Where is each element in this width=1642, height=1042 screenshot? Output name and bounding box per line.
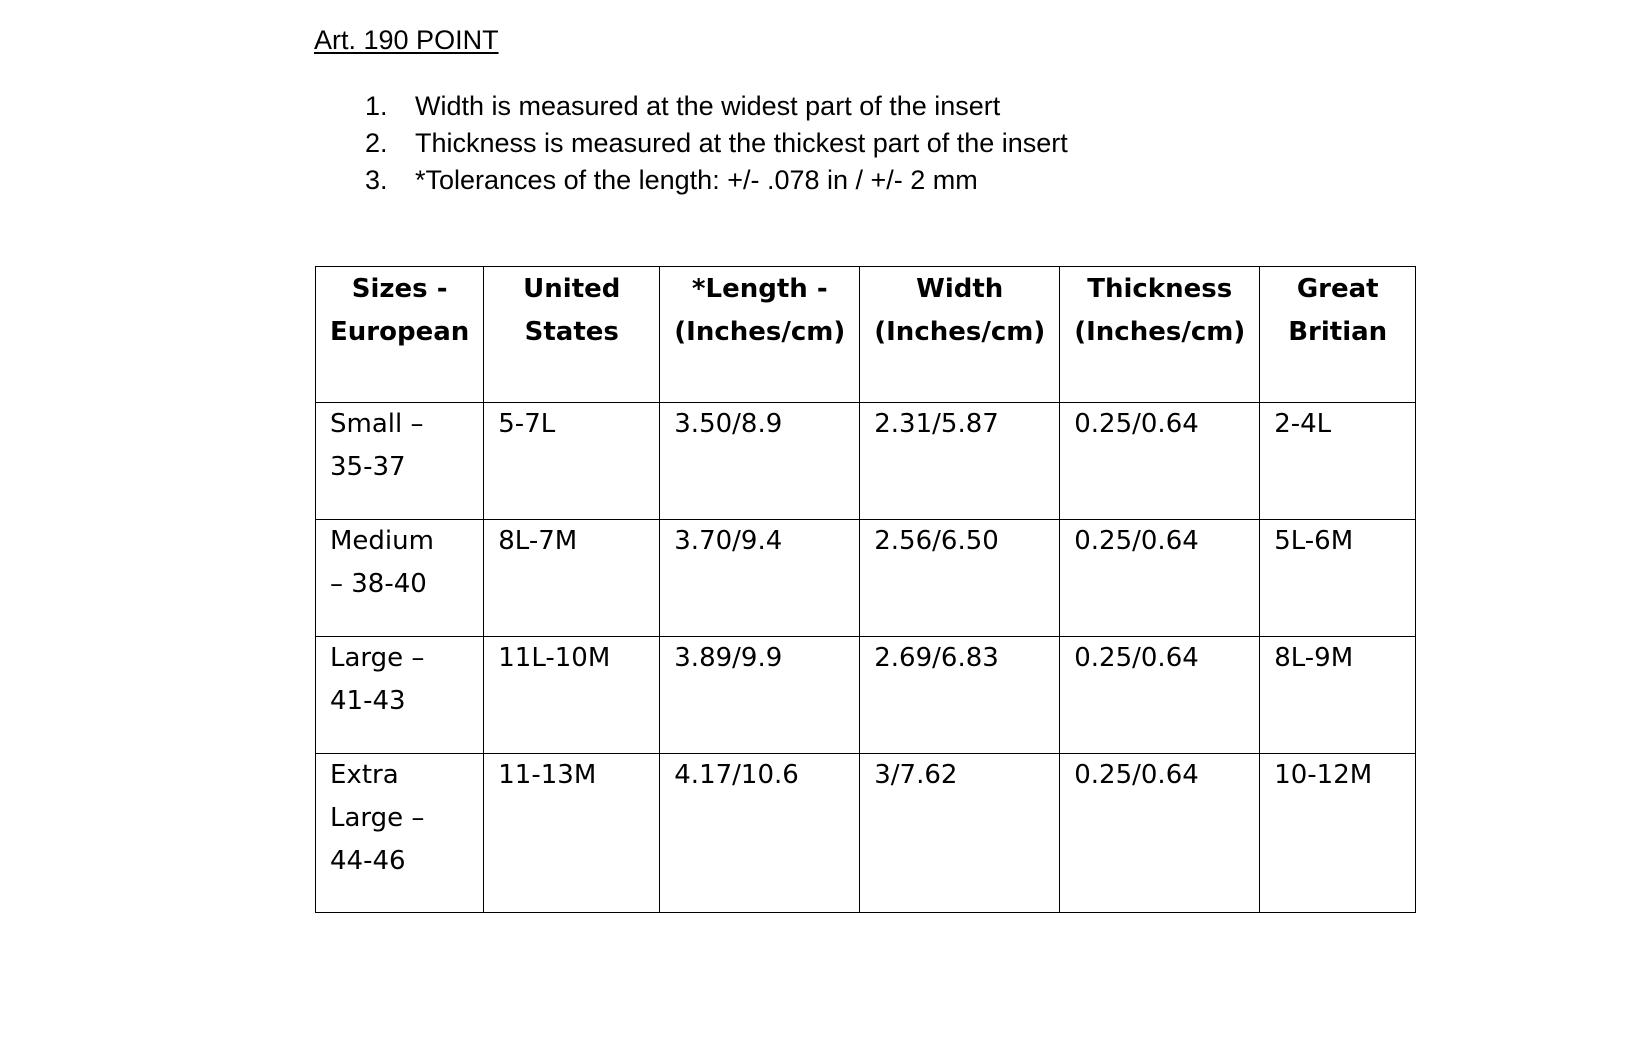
table-row [316,403,1416,520]
size-table [315,266,1416,913]
header-line: European [330,317,470,347]
header-line: States [524,317,619,347]
size-line: – 38-40 [330,569,427,599]
note-number: 3. [365,165,388,195]
cell-length: 3.70/9.4 [660,520,860,637]
size-line: 35-37 [330,452,406,482]
cell-size [316,403,484,520]
header-line: (Inches/cm) [674,317,846,347]
header-line: *Length - [691,274,828,304]
cell-gb: 8L-9M [1260,637,1416,754]
cell-width: 2.56/6.50 [860,520,1060,637]
note-text: Width is measured at the widest part of the insert [415,91,1001,121]
size-line: 44-46 [330,846,406,876]
note-text: *Tolerances of the length: +/- .078 in / +/- 2 mm [415,165,978,195]
header-thickness [1060,267,1260,403]
cell-gb: 10-12M [1260,754,1416,913]
header-line: (Inches/cm) [874,317,1046,347]
cell-gb: 5L-6M [1260,520,1416,637]
cell-us: 11L-10M [484,637,660,754]
header-line: Great [1296,274,1379,304]
note-item [365,125,1068,162]
cell-size [316,637,484,754]
notes-list [365,88,1068,199]
header-sizes-european [316,267,484,403]
cell-thickness: 0.25/0.64 [1060,520,1260,637]
note-text: Thickness is measured at the thickest part of the insert [415,128,1068,158]
header-line: United [523,274,621,304]
size-line: Large – [330,643,425,673]
header-length [660,267,860,403]
cell-length: 4.17/10.6 [660,754,860,913]
size-line: 41-43 [330,686,406,716]
table-header-row [316,267,1416,403]
cell-width: 2.69/6.83 [860,637,1060,754]
cell-us: 11-13M [484,754,660,913]
note-item [365,88,1068,125]
cell-thickness: 0.25/0.64 [1060,403,1260,520]
note-number: 1. [365,91,388,121]
cell-size [316,520,484,637]
header-line: (Inches/cm) [1074,317,1246,347]
table-row [316,520,1416,637]
header-line: Thickness [1087,274,1233,304]
cell-us: 8L-7M [484,520,660,637]
cell-gb: 2-4L [1260,403,1416,520]
cell-thickness: 0.25/0.64 [1060,637,1260,754]
note-item [365,162,1068,199]
size-line: Extra [330,760,399,790]
header-line: Sizes - [351,274,448,304]
size-line: Medium [330,526,434,556]
size-line: Small – [330,409,424,439]
note-number: 2. [365,128,388,158]
document-title: Art. 190 POINT [314,25,499,55]
cell-size [316,754,484,913]
table-row [316,637,1416,754]
header-line: Britian [1288,317,1388,347]
header-united-states [484,267,660,403]
header-line: Width [916,274,1004,304]
cell-length: 3.89/9.9 [660,637,860,754]
cell-length: 3.50/8.9 [660,403,860,520]
cell-width: 3/7.62 [860,754,1060,913]
cell-us: 5-7L [484,403,660,520]
header-width [860,267,1060,403]
table-row [316,754,1416,913]
header-great-britain [1260,267,1416,403]
size-line: Large – [330,803,425,833]
cell-width: 2.31/5.87 [860,403,1060,520]
cell-thickness: 0.25/0.64 [1060,754,1260,913]
